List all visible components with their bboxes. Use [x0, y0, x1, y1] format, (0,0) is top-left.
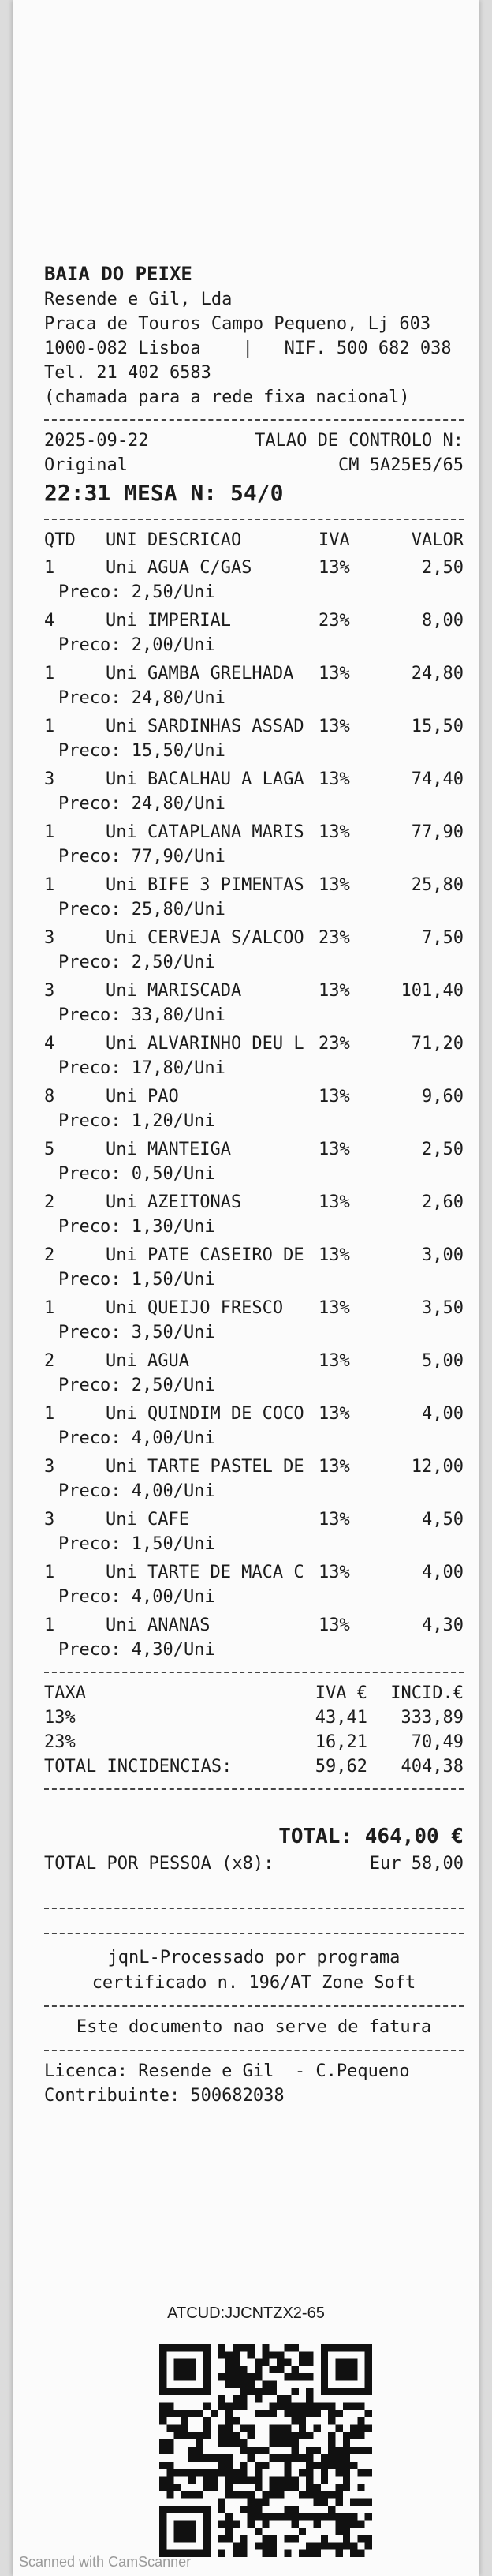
- restaurant-name: BAIA DO PEIXE: [44, 263, 192, 285]
- copy-type: Original: [44, 455, 128, 475]
- line-item: [44, 1560, 464, 1609]
- item-vat: 13%: [319, 1193, 350, 1212]
- item-qty: 3: [44, 981, 55, 1001]
- item-unit-price: Preco: 1,20/Uni: [58, 1111, 215, 1131]
- item-value: 2,60: [422, 1193, 464, 1212]
- software-line-2: certificado n. 196/AT Zone Soft: [91, 1973, 416, 1993]
- item-qty: 4: [44, 611, 55, 631]
- tax-row: [44, 1705, 464, 1730]
- item-row: [44, 873, 464, 897]
- item-qty: 4: [44, 1034, 55, 1054]
- tax-col-iva: IVA €: [315, 1683, 367, 1703]
- address-line: Praca de Touros Campo Pequeno, Lj 603: [44, 314, 431, 334]
- item-unit-price: Preco: 2,00/Uni: [58, 635, 215, 655]
- item-vat: 13%: [319, 875, 350, 895]
- line-item: [44, 1296, 464, 1345]
- item-value: 4,50: [422, 1510, 464, 1530]
- item-vat: 13%: [319, 558, 350, 578]
- item-description: Uni AGUA C/GAS: [106, 558, 252, 578]
- tax-iva: 43,41: [315, 1708, 367, 1728]
- line-item: [44, 873, 464, 922]
- item-row: [44, 1349, 464, 1373]
- item-unit-price: Preco: 2,50/Uni: [58, 582, 215, 602]
- licence-line: Licenca: Resende e Gil - C.Pequeno: [44, 2061, 410, 2081]
- item-unit-price: Preco: 77,90/Uni: [58, 847, 226, 867]
- item-row: [44, 820, 464, 844]
- item-unit-price: Preco: 15,50/Uni: [58, 741, 226, 761]
- receipt-date: 2025-09-22: [44, 431, 149, 451]
- qr-code: [159, 2344, 372, 2557]
- line-item: [44, 1455, 464, 1503]
- item-unit-price: Preco: 1,30/Uni: [58, 1217, 215, 1237]
- item-description: Uni CAFE: [106, 1510, 189, 1530]
- line-item: [44, 767, 464, 816]
- line-item: [44, 1243, 464, 1292]
- item-value: 71,20: [411, 1034, 464, 1054]
- item-description: Uni ANANAS: [106, 1616, 211, 1635]
- item-description: Uni AZEITONAS: [106, 1193, 242, 1212]
- item-description: Uni SARDINHAS ASSAD: [106, 717, 304, 736]
- item-value: 12,00: [411, 1457, 464, 1477]
- tax-rate: 13%: [44, 1708, 76, 1728]
- col-iva: IVA: [319, 530, 350, 550]
- item-description: Uni PATE CASEIRO DE: [106, 1245, 304, 1265]
- item-unit-price: Preco: 4,30/Uni: [58, 1640, 215, 1660]
- company-name: Resende e Gil, Lda: [44, 290, 233, 309]
- line-item: [44, 661, 464, 710]
- copy-control-row: [44, 453, 464, 477]
- col-valor: VALOR: [411, 530, 464, 550]
- item-vat: 13%: [319, 1087, 350, 1106]
- item-unit-price: Preco: 1,50/Uni: [58, 1270, 215, 1290]
- item-vat: 13%: [319, 717, 350, 736]
- line-item: [44, 1190, 464, 1239]
- line-items: [44, 556, 464, 1662]
- item-description: Uni BIFE 3 PIMENTAS: [106, 875, 304, 895]
- col-qtd: QTD: [44, 530, 76, 550]
- line-item: [44, 1032, 464, 1080]
- item-qty: 3: [44, 1457, 55, 1477]
- item-description: Uni TARTE PASTEL DE: [106, 1457, 304, 1477]
- item-value: 74,40: [411, 769, 464, 789]
- item-description: Uni BACALHAU A LAGA: [106, 769, 304, 789]
- item-vat: 13%: [319, 1510, 350, 1530]
- divider: [44, 1672, 464, 1673]
- item-qty: 1: [44, 822, 55, 842]
- item-unit-price: Preco: 24,80/Uni: [58, 688, 226, 708]
- tax-rate: 23%: [44, 1732, 76, 1752]
- line-item: [44, 1137, 464, 1186]
- item-description: Uni CATAPLANA MARIS: [106, 822, 304, 842]
- item-value: 2,50: [422, 1140, 464, 1159]
- item-description: Uni PAO: [106, 1087, 179, 1106]
- column-headers: [44, 528, 464, 552]
- per-person-value: Eur 58,00: [369, 1854, 464, 1874]
- tax-total-iva: 59,62: [315, 1757, 367, 1777]
- time-table: 22:31 MESA N: 54/0: [44, 480, 284, 506]
- grand-total: TOTAL: 464,00 €: [278, 1825, 464, 1848]
- item-vat: 23%: [319, 1034, 350, 1054]
- item-value: 3,00: [422, 1245, 464, 1265]
- item-unit-price: Preco: 2,50/Uni: [58, 1376, 215, 1395]
- item-row: [44, 1243, 464, 1267]
- line-item: [44, 1613, 464, 1662]
- divider: [44, 519, 464, 520]
- item-description: Uni GAMBA GRELHADA: [106, 664, 294, 683]
- item-value: 5,00: [422, 1351, 464, 1371]
- item-qty: 1: [44, 717, 55, 736]
- item-value: 4,00: [422, 1563, 464, 1582]
- item-value: 77,90: [411, 822, 464, 842]
- item-value: 7,50: [422, 928, 464, 948]
- item-row: [44, 1032, 464, 1056]
- item-vat: 13%: [319, 1404, 350, 1424]
- item-vat: 13%: [319, 1616, 350, 1635]
- item-row: [44, 1507, 464, 1532]
- tax-header: [44, 1681, 464, 1705]
- disclaimer: Este documento nao serve de fatura: [76, 2017, 432, 2037]
- tax-total-row: [44, 1754, 464, 1779]
- item-vat: 23%: [319, 928, 350, 948]
- phone-line: Tel. 21 402 6583: [44, 363, 211, 383]
- divider: [44, 1788, 464, 1790]
- item-qty: 5: [44, 1140, 55, 1159]
- item-unit-price: Preco: 4,00/Uni: [58, 1481, 215, 1501]
- item-vat: 13%: [319, 1140, 350, 1159]
- control-label: TALAO DE CONTROLO N:: [255, 431, 464, 451]
- control-number: CM 5A25E5/65: [338, 455, 464, 475]
- item-value: 101,40: [401, 981, 464, 1001]
- item-vat: 13%: [319, 981, 350, 1001]
- item-row: [44, 714, 464, 739]
- line-item: [44, 556, 464, 605]
- item-qty: 3: [44, 928, 55, 948]
- item-description: Uni ALVARINHO DEU L: [106, 1034, 304, 1054]
- tax-col-rate: TAXA: [44, 1683, 86, 1703]
- line-item: [44, 1349, 464, 1398]
- item-row: [44, 608, 464, 633]
- item-row: [44, 1296, 464, 1320]
- item-qty: 1: [44, 875, 55, 895]
- tax-incid: 333,89: [401, 1708, 464, 1728]
- item-qty: 3: [44, 1510, 55, 1530]
- item-vat: 13%: [319, 1457, 350, 1477]
- item-qty: 2: [44, 1193, 55, 1212]
- item-unit-price: Preco: 4,00/Uni: [58, 1587, 215, 1607]
- line-item: [44, 1402, 464, 1451]
- item-unit-price: Preco: 4,00/Uni: [58, 1428, 215, 1448]
- item-row: [44, 767, 464, 792]
- atcud-code: ATCUD:JJCNTZX2-65: [167, 2305, 325, 2322]
- divider: [44, 2050, 464, 2051]
- item-vat: 13%: [319, 769, 350, 789]
- tax-iva: 16,21: [315, 1732, 367, 1752]
- item-row: [44, 1190, 464, 1215]
- item-qty: 3: [44, 769, 55, 789]
- item-row: [44, 1613, 464, 1638]
- item-qty: 1: [44, 664, 55, 683]
- item-unit-price: Preco: 25,80/Uni: [58, 900, 226, 919]
- item-value: 24,80: [411, 664, 464, 683]
- item-qty: 1: [44, 1298, 55, 1318]
- item-vat: 13%: [319, 822, 350, 842]
- postal-nif-line: 1000-082 Lisboa | NIF. 500 682 038: [44, 339, 452, 358]
- item-value: 2,50: [422, 558, 464, 578]
- item-vat: 13%: [319, 1351, 350, 1371]
- item-description: Uni QUEIJO FRESCO: [106, 1298, 284, 1318]
- item-description: Uni TARTE DE MACA C: [106, 1563, 304, 1582]
- item-row: [44, 1084, 464, 1109]
- date-control-row: [44, 429, 464, 453]
- item-description: Uni IMPERIAL: [106, 611, 231, 631]
- scanner-watermark: Scanned with CamScanner: [19, 2554, 192, 2570]
- item-unit-price: Preco: 17,80/Uni: [58, 1058, 226, 1078]
- tax-col-incid: INCID.€: [390, 1683, 464, 1703]
- item-qty: 2: [44, 1245, 55, 1265]
- item-qty: 1: [44, 1616, 55, 1635]
- line-item: [44, 979, 464, 1028]
- tax-row: [44, 1730, 464, 1754]
- item-value: 3,50: [422, 1298, 464, 1318]
- divider: [44, 419, 464, 421]
- item-unit-price: Preco: 1,50/Uni: [58, 1534, 215, 1554]
- item-description: Uni QUINDIM DE COCO: [106, 1404, 304, 1424]
- item-value: 4,00: [422, 1404, 464, 1424]
- line-item: [44, 820, 464, 869]
- item-description: Uni AGUA: [106, 1351, 189, 1371]
- phone-note: (chamada para a rede fixa nacional): [44, 388, 410, 407]
- item-qty: 1: [44, 1563, 55, 1582]
- divider: [44, 2005, 464, 2007]
- line-item: [44, 714, 464, 763]
- item-value: 9,60: [422, 1087, 464, 1106]
- per-person-label: TOTAL POR PESSOA (x8):: [44, 1854, 274, 1874]
- item-row: [44, 556, 464, 580]
- item-row: [44, 926, 464, 950]
- item-value: 25,80: [411, 875, 464, 895]
- item-unit-price: Preco: 24,80/Uni: [58, 794, 226, 814]
- divider: [44, 1933, 464, 1934]
- item-vat: 13%: [319, 664, 350, 683]
- software-line-1: jqnL-Processado por programa: [107, 1948, 401, 1968]
- receipt-paper: [13, 0, 479, 2576]
- tax-total-incid: 404,38: [401, 1757, 464, 1777]
- item-value: 15,50: [411, 717, 464, 736]
- line-item: [44, 926, 464, 975]
- item-value: 8,00: [422, 611, 464, 631]
- item-qty: 8: [44, 1087, 55, 1106]
- item-row: [44, 661, 464, 686]
- tax-total-label: TOTAL INCIDENCIAS:: [44, 1757, 233, 1777]
- taxpayer-line: Contribuinte: 500682038: [44, 2086, 285, 2106]
- item-qty: 1: [44, 1404, 55, 1424]
- receipt-content: [44, 260, 464, 2108]
- item-unit-price: Preco: 3,50/Uni: [58, 1323, 215, 1342]
- item-unit-price: Preco: 33,80/Uni: [58, 1005, 226, 1025]
- per-person-row: [44, 1852, 464, 1876]
- item-vat: 13%: [319, 1245, 350, 1265]
- item-vat: 13%: [319, 1298, 350, 1318]
- item-row: [44, 1560, 464, 1585]
- item-description: Uni MARISCADA: [106, 981, 242, 1001]
- item-unit-price: Preco: 0,50/Uni: [58, 1164, 215, 1184]
- item-unit-price: Preco: 2,50/Uni: [58, 953, 215, 972]
- item-row: [44, 1402, 464, 1426]
- item-value: 4,30: [422, 1616, 464, 1635]
- item-vat: 13%: [319, 1563, 350, 1582]
- item-row: [44, 1455, 464, 1479]
- tax-incid: 70,49: [411, 1732, 464, 1752]
- item-row: [44, 979, 464, 1003]
- item-description: Uni CERVEJA S/ALCOO: [106, 928, 304, 948]
- line-item: [44, 608, 464, 657]
- col-desc: UNI DESCRICAO: [106, 530, 242, 550]
- item-description: Uni MANTEIGA: [106, 1140, 231, 1159]
- item-vat: 23%: [319, 611, 350, 631]
- line-item: [44, 1507, 464, 1556]
- item-qty: 2: [44, 1351, 55, 1371]
- divider: [44, 1908, 464, 1909]
- item-qty: 1: [44, 558, 55, 578]
- line-item: [44, 1084, 464, 1133]
- item-row: [44, 1137, 464, 1162]
